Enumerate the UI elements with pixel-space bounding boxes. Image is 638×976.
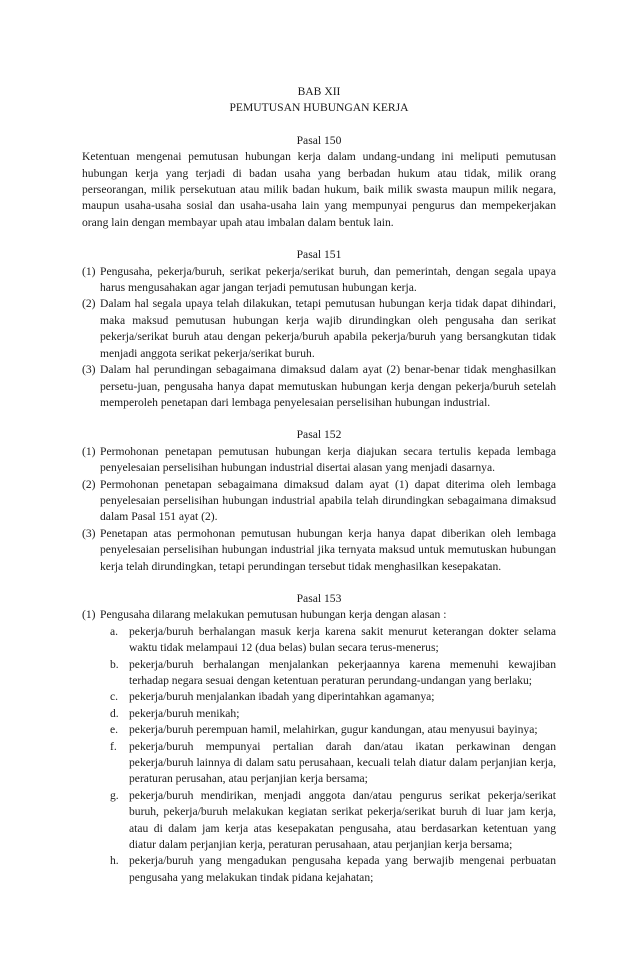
ayat-text: Dalam hal perundingan sebagaimana dimaksud dalam ayat (2) benar-benar tidak menghasilkan persetu-juan, pengusaha hanya dapat memutuskan hubungan kerja dengan pekerja/buruh setelah memperoleh penetapan dari lembaga penyelesaian perselisihan hubungan industrial.	[100, 363, 556, 409]
huruf-letter: h.	[110, 854, 119, 868]
chapter-title: PEMUTUSAN HUBUNGAN KERJA	[229, 101, 409, 115]
huruf-letter: e.	[110, 723, 119, 737]
ayat-number: (2)	[82, 297, 96, 311]
huruf-text: pekerja/buruh berhalangan menjalankan pekerjaannya karena memenuhi kewajiban terhadap negara sesuai dengan ketentuan peraturan perundang-undangan yang berlaku;	[129, 657, 556, 687]
huruf-letter: b.	[110, 657, 119, 671]
ayat-text: Penetapan atas permohonan pemutusan hubungan kerja hanya dapat diberikan oleh lembaga penyelesaian perselisihan hubungan industrial jika ternyata maksud untuk memutuskan hubungan kerja telah dirundingkan, tetapi perundingan tersebut tidak menghasilkan kesepakatan.	[100, 526, 556, 573]
huruf-letter: c.	[110, 690, 119, 704]
ayat-item	[82, 526, 556, 575]
pasal-heading: Pasal 150	[296, 133, 342, 147]
ayat-number: (3)	[82, 526, 96, 540]
huruf-text: pekerja/buruh mendirikan, menjadi anggota dan/atau pengurus serikat pekerja/serikat buruh, pekerja/buruh melakukan kegiatan serikat pekerja/serikat buruh di luar jam kerja, atau di dalam jam kerja atas kesepakatan pengusaha, atau berdasarkan ketentuan yang diatur dalam perjanjian kerja, peraturan perusahaan, atau perjanjian kerja bersama;	[129, 788, 556, 852]
pasal-151	[82, 247, 556, 411]
ayat-item	[82, 264, 556, 297]
ayat-text: Pengusaha, pekerja/buruh, serikat pekerja/serikat buruh, dan pemerintah, dengan segala upaya harus mengusahakan agar jangan terjadi pemutusan hubungan kerja.	[100, 264, 556, 295]
huruf-item	[110, 706, 556, 722]
huruf-item	[110, 689, 556, 705]
ayat-number: (3)	[82, 363, 96, 377]
huruf-text: pekerja/buruh yang mengadukan pengusaha kepada yang berwajib mengenai perbuatan pengusaha yang melakukan tindak pidana kejahatan;	[129, 854, 556, 884]
huruf-letter: g.	[110, 788, 119, 802]
ayat-text: Permohonan penetapan pemutusan hubungan kerja diajukan secara tertulis kepada lembaga penyelesaian perselisihan hubungan industrial disertai alasan yang menjadi dasarnya.	[100, 444, 556, 475]
huruf-letter: f.	[110, 739, 117, 753]
pasal-152	[82, 427, 556, 575]
huruf-item	[110, 853, 556, 886]
pasal-heading: Pasal 153	[296, 591, 342, 605]
ayat-list	[82, 444, 556, 575]
huruf-list	[82, 624, 556, 887]
ayat-item	[82, 477, 556, 526]
chapter-number: BAB XII	[297, 85, 341, 98]
ayat-list	[82, 607, 556, 623]
ayat-item	[82, 296, 556, 362]
ayat-item	[82, 607, 556, 623]
pasal-heading: Pasal 152	[296, 428, 342, 442]
huruf-text: pekerja/buruh menjalankan ibadah yang diperintahkan agamanya;	[129, 690, 435, 704]
ayat-list	[82, 264, 556, 412]
huruf-letter: d.	[110, 706, 119, 720]
huruf-text: pekerja/buruh mempunyai pertalian darah dan/atau ikatan perkawinan dengan pekerja/buruh lainnya di dalam satu perusahaan, kecuali telah diatur dalam perjanjian kerja, peraturan perusahan, atau perjanjian kerja bersama;	[129, 739, 556, 786]
pasal-paragraph: Ketentuan mengenai pemutusan hubungan kerja dalam undang-undang ini meliputi pemutusan hubungan kerja yang terjadi di badan usaha yang berbadan hukum atau tidak, milik orang perseorangan, milik persekutuan atau milik badan hukum, baik milik swasta maupun milik negara, maupun usaha-usaha sosial dan usaha-usaha lain yang mempunyai pengurus dan mempekerjakan orang lain dengan membayar upah atau imbalan dalam bentuk lain.	[82, 150, 556, 229]
huruf-item	[110, 788, 556, 854]
ayat-number: (1)	[82, 264, 96, 278]
pasal-150	[82, 133, 556, 231]
huruf-text: pekerja/buruh berhalangan masuk kerja karena sakit menurut keterangan dokter selama waktu tidak melampaui 12 (dua belas) bulan secara terus-menerus;	[129, 624, 556, 655]
huruf-text: pekerja/buruh menikah;	[129, 706, 240, 720]
ayat-number: (1)	[82, 444, 96, 458]
pasal-153	[82, 591, 556, 886]
ayat-item	[82, 362, 556, 411]
huruf-text: pekerja/buruh perempuan hamil, melahirkan, gugur kandungan, atau menyusui bayinya;	[129, 723, 538, 737]
huruf-letter: a.	[110, 624, 119, 638]
huruf-item	[110, 624, 556, 657]
ayat-item	[82, 444, 556, 477]
ayat-text: Permohonan penetapan sebagaimana dimaksud dalam ayat (1) dapat diterima oleh lembaga penyelesaian perselisihan hubungan industrial apabila telah dirundingkan sebagaimana dimaksud dalam Pasal 151 ayat (2).	[100, 477, 556, 524]
pasal-heading: Pasal 151	[296, 248, 342, 262]
huruf-item	[110, 657, 556, 690]
huruf-item	[110, 739, 556, 788]
huruf-item	[110, 722, 556, 738]
ayat-text: Dalam hal segala upaya telah dilakukan, tetapi pemutusan hubungan kerja tidak dapat dihindari, maka maksud pemutusan hubungan kerja wajib dirundingkan oleh pengusaha dan serikat pekerja/serikat buruh atau dengan pekerja/buruh apabila pekerja/buruh yang bersangkutan tidak menjadi anggota serikat pekerja/serikat buruh.	[100, 297, 556, 360]
ayat-number: (1)	[82, 608, 96, 622]
ayat-text: Pengusaha dilarang melakukan pemutusan hubungan kerja dengan alasan :	[100, 608, 447, 622]
ayat-number: (2)	[82, 477, 96, 491]
